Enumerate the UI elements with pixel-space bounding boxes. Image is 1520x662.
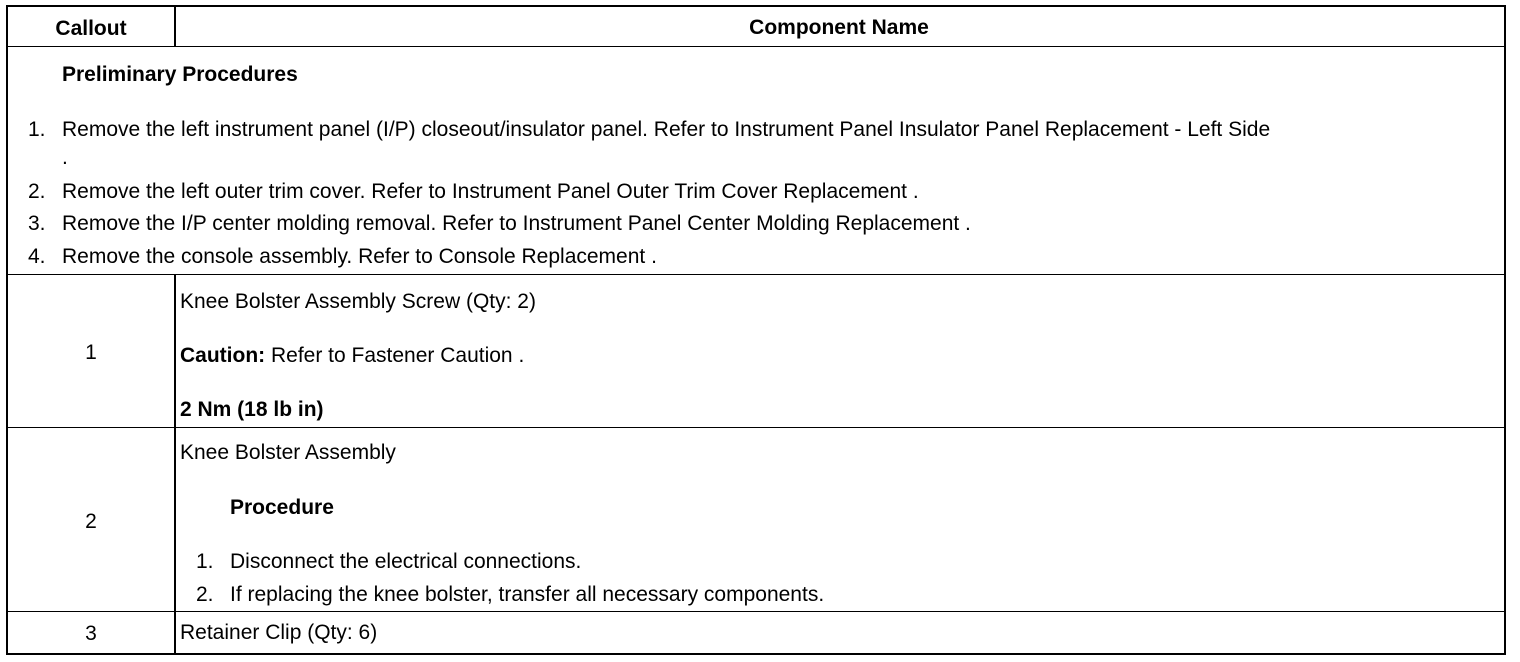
procedure-step-num-1: 1. bbox=[196, 550, 214, 573]
component-name: Knee Bolster Assembly bbox=[180, 441, 396, 464]
prelim-step-num-1: 1. bbox=[28, 118, 46, 141]
prelim-step-text-2: Remove the left outer trim cover. Refer to Instrument Panel Outer Trim Cover Replacement . bbox=[62, 180, 919, 203]
header-callout: Callout bbox=[55, 17, 127, 40]
procedure-step-text-2: If replacing the knee bolster, transfer all necessary components. bbox=[230, 583, 825, 606]
table-header-row bbox=[8, 7, 1504, 47]
table-row bbox=[8, 275, 1504, 428]
preliminary-title: Preliminary Procedures bbox=[62, 63, 298, 86]
prelim-step-num-3: 3. bbox=[28, 212, 46, 235]
prelim-step-num-4: 4. bbox=[28, 245, 46, 268]
table-row bbox=[8, 428, 1504, 612]
component-name: Retainer Clip (Qty: 6) bbox=[180, 621, 378, 644]
prelim-step-text-3: Remove the I/P center molding removal. Refer to Instrument Panel Center Molding Replacement . bbox=[62, 212, 971, 235]
components-table bbox=[6, 5, 1506, 655]
prelim-step-cont-1: . bbox=[62, 146, 68, 169]
preliminary-procedures-row bbox=[8, 47, 1504, 275]
callout-number: 1 bbox=[85, 341, 97, 364]
prelim-step-text-1: Remove the left instrument panel (I/P) closeout/insulator panel. Refer to Instrument Panel Insulator Panel Replacement - Left Side bbox=[62, 118, 1271, 141]
callout-number: 3 bbox=[85, 622, 97, 645]
table-row bbox=[8, 612, 1504, 653]
header-component-name: Component Name bbox=[749, 16, 929, 39]
caution-label: Caution: bbox=[180, 344, 266, 367]
prelim-step-text-4: Remove the console assembly. Refer to Console Replacement . bbox=[62, 245, 657, 268]
component-name: Knee Bolster Assembly Screw (Qty: 2) bbox=[180, 290, 536, 313]
torque-spec: 2 Nm (18 lb in) bbox=[180, 398, 324, 421]
caution-text: Refer to Fastener Caution . bbox=[265, 344, 525, 367]
procedure-title: Procedure bbox=[230, 496, 334, 519]
procedure-step-text-1: Disconnect the electrical connections. bbox=[230, 550, 582, 573]
prelim-step-num-2: 2. bbox=[28, 180, 46, 203]
callout-number: 2 bbox=[85, 510, 97, 533]
procedure-step-num-2: 2. bbox=[196, 583, 214, 606]
caution-note bbox=[180, 345, 524, 366]
